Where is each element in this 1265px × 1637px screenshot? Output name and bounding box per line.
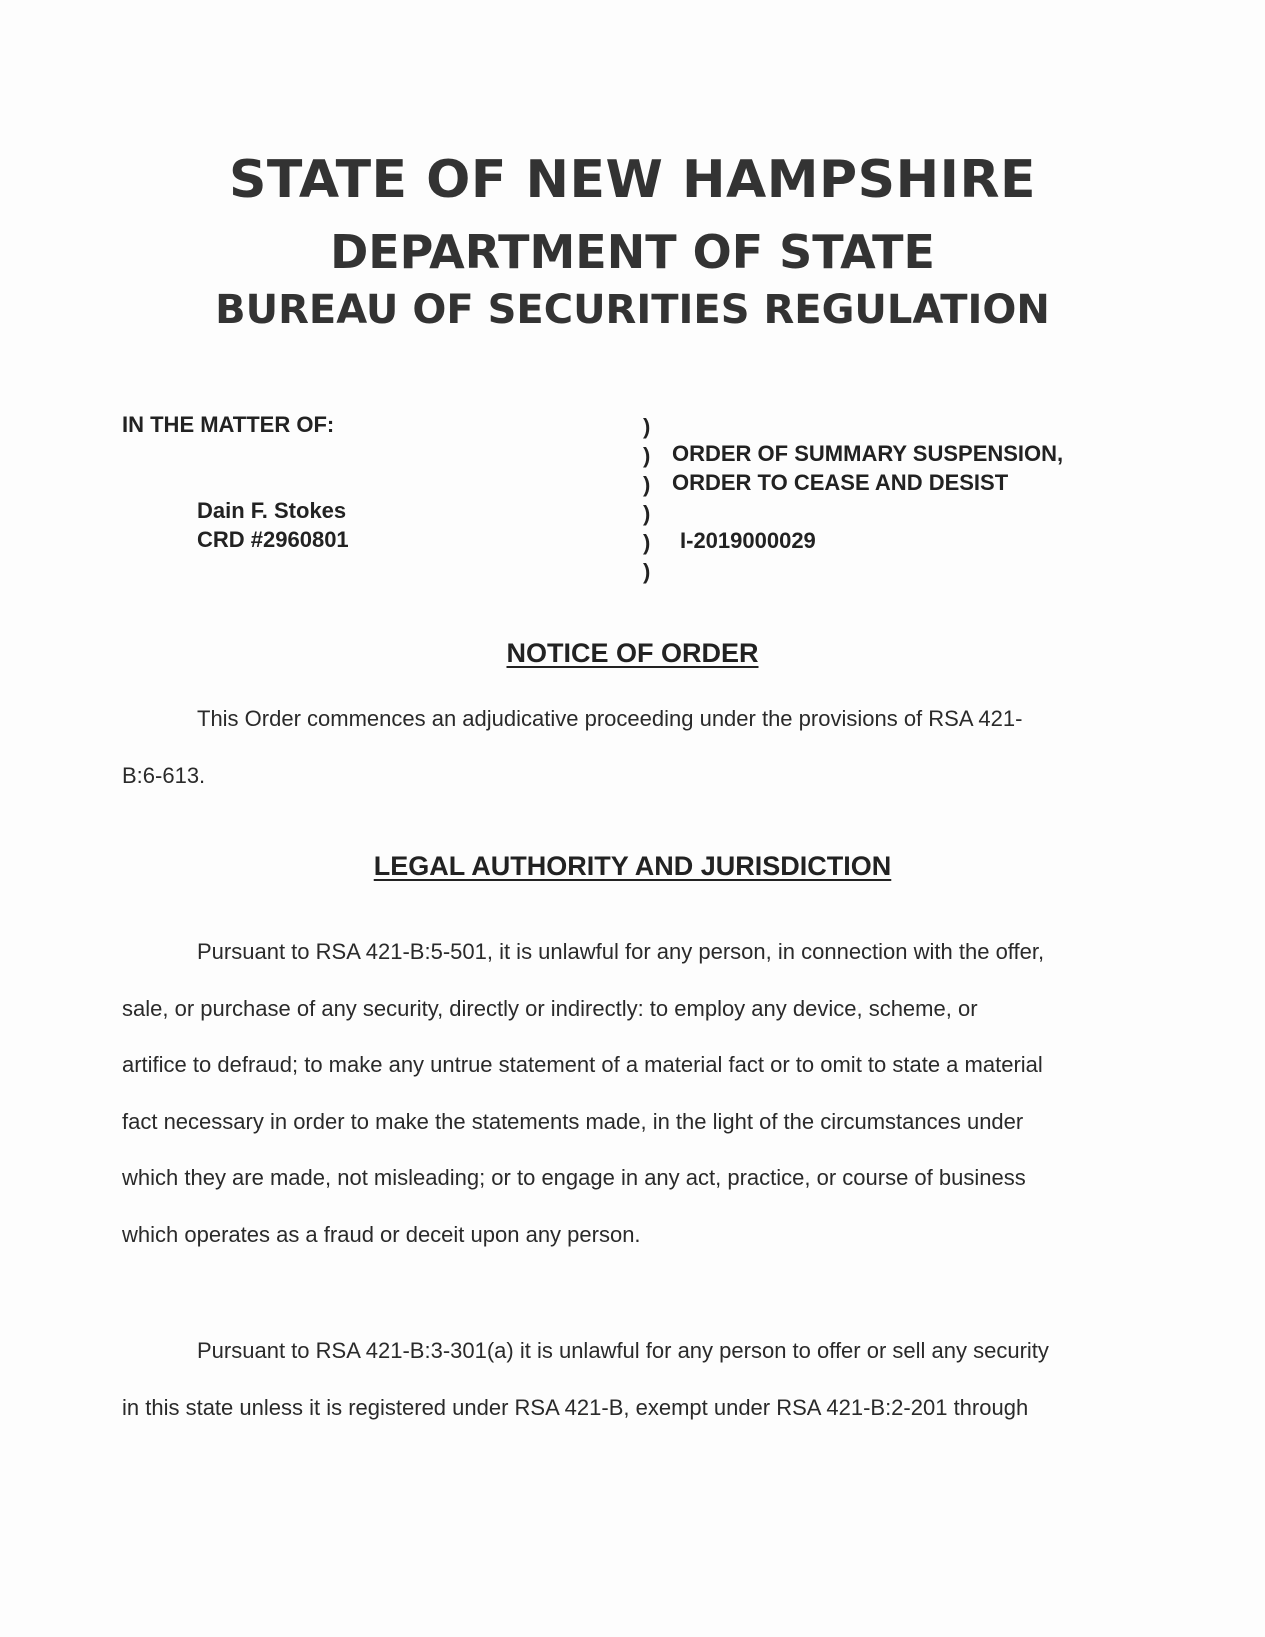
respondent-name: Dain F. Stokes [197,498,347,523]
matter-label: IN THE MATTER OF: [122,412,335,437]
paragraph-line: which operates as a fraud or deceit upon any person. [122,1221,641,1247]
paragraph-line: artifice to defraud; to make any untrue statement of a material fact or to omit to state a material [122,1052,1043,1077]
caption-paren: ) [643,443,651,468]
caption-paren: ) [643,559,651,584]
caption-paren-column [643,412,650,586]
order-title-line1: ORDER OF SUMMARY SUSPENSION, [672,441,1064,466]
paragraph-line: Pursuant to RSA 421-B:5-501, it is unlawful for any person, in connection with the offer, [197,939,1045,964]
header-department: DEPARTMENT OF STATE [330,225,935,279]
caption-paren: ) [643,501,651,526]
paragraph-line: sale, or purchase of any security, directly or indirectly: to employ any device, scheme, or [122,995,978,1021]
notice-heading: NOTICE OF ORDER [506,638,759,668]
case-number: I-2019000029 [680,528,816,553]
caption-paren: ) [643,530,651,555]
paragraph-line: Pursuant to RSA 421-B:3-301(a) it is unlawful for any person to offer or sell any security [197,1338,1049,1363]
notice-paragraph [122,691,1162,804]
paragraph-line: B:6-613. [122,762,206,788]
header-bureau: BUREAU OF SECURITIES REGULATION [215,287,1050,333]
order-title-line2: ORDER TO CEASE AND DESIST [672,470,1009,495]
legal-paragraph-1 [122,924,1162,1263]
legal-paragraph-2 [122,1323,1162,1436]
paragraph-line: which they are made, not misleading; or to engage in any act, practice, or course of business [122,1165,1026,1190]
legal-heading: LEGAL AUTHORITY AND JURISDICTION [373,851,892,881]
caption-paren: ) [643,472,651,497]
caption-paren: ) [643,414,651,439]
respondent-crd: CRD #2960801 [197,527,349,552]
paragraph-line: This Order commences an adjudicative proceeding under the provisions of RSA 421- [197,706,1023,731]
header-state: STATE OF NEW HAMPSHIRE [228,150,1037,210]
paragraph-line: in this state unless it is registered under RSA 421-B, exempt under RSA 421-B:2-201 through [122,1394,1029,1420]
paragraph-line: fact necessary in order to make the statements made, in the light of the circumstances under [122,1108,1024,1134]
